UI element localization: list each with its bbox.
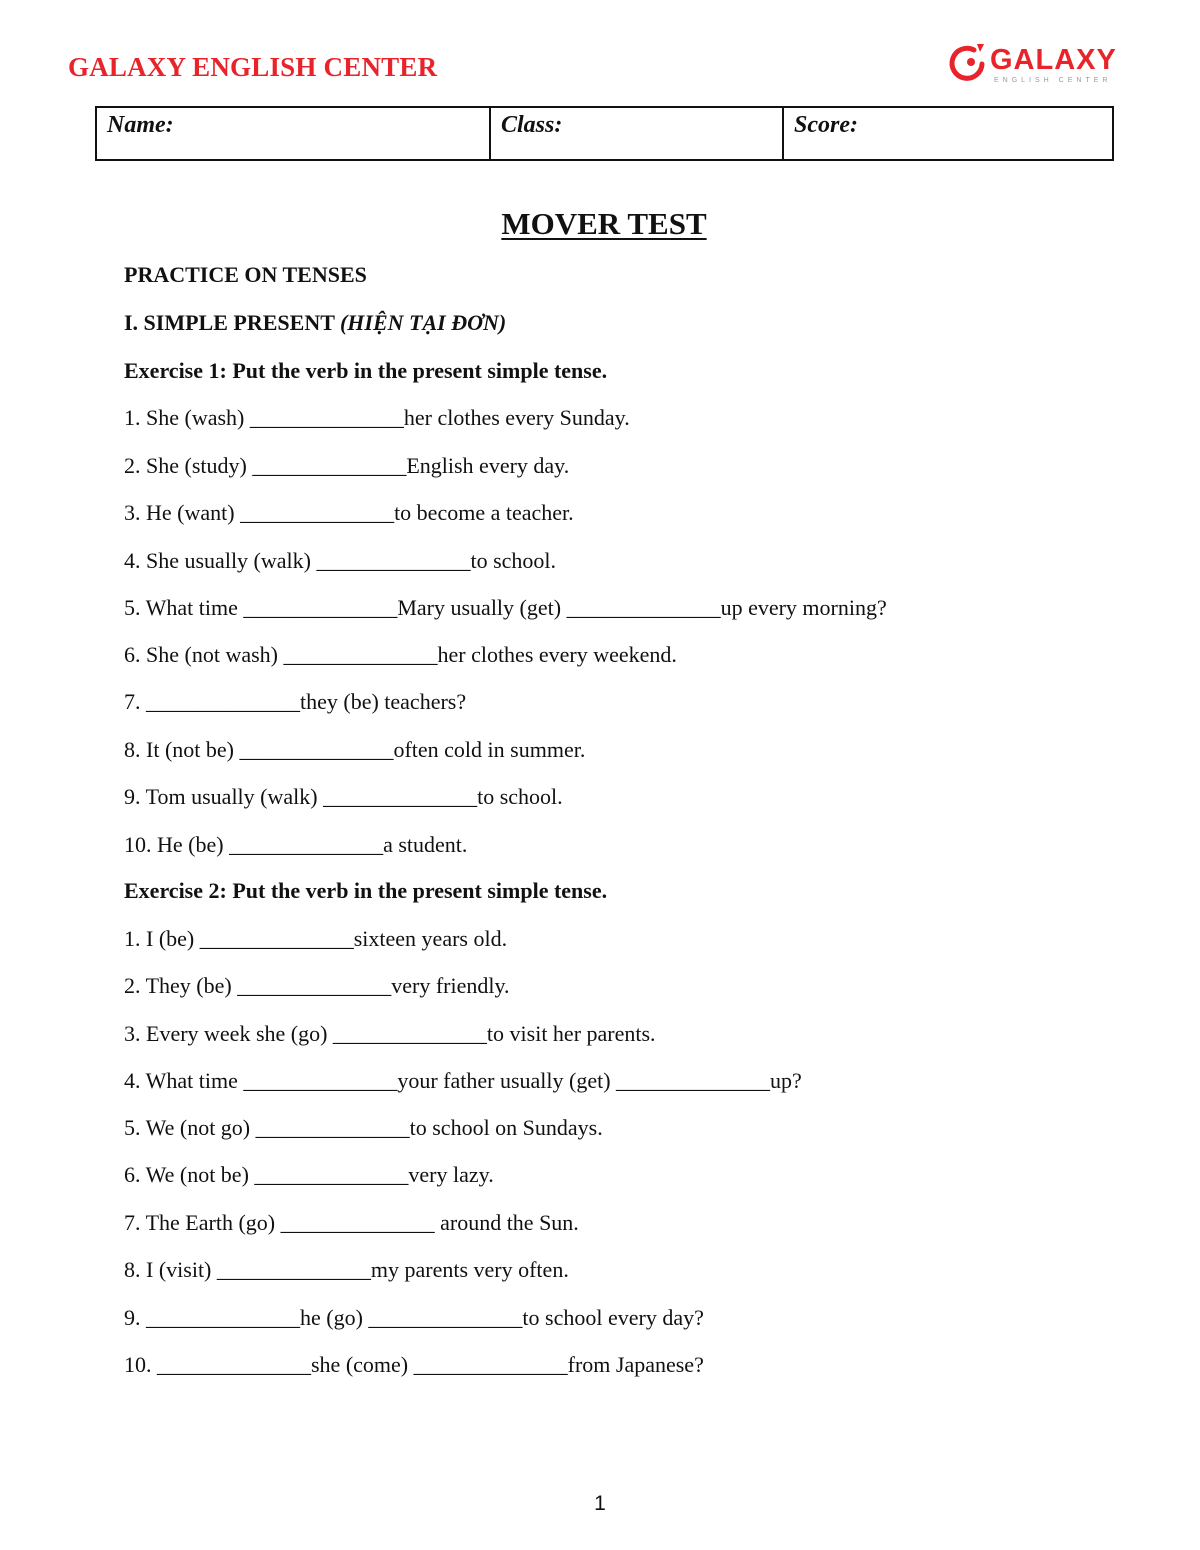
exercise-item[interactable]: 1. I (be) ______________sixteen years old. [124, 926, 508, 951]
exercise-item[interactable]: 5. We (not go) ______________to school on Sundays. [124, 1115, 603, 1140]
student-info-table [95, 106, 1114, 161]
exercise-item[interactable]: 2. They (be) ______________very friendly. [124, 973, 510, 998]
exercise-item[interactable]: 3. Every week she (go) ______________to visit her parents. [124, 1021, 656, 1046]
score-cell[interactable] [782, 108, 1112, 159]
exercise-item[interactable]: 5. What time ______________Mary usually (get) ______________up every morning? [124, 595, 887, 620]
class-label: Class: [501, 112, 563, 138]
part-heading [124, 309, 506, 337]
exercise-item[interactable]: 8. It (not be) ______________often cold in summer. [124, 737, 586, 762]
exercise-item[interactable]: 4. What time ______________your father usually (get) ______________up? [124, 1068, 802, 1093]
galaxy-swirl-icon [944, 40, 990, 86]
exercise-item[interactable]: 2. She (study) ______________English every day. [124, 453, 570, 478]
class-cell[interactable] [489, 108, 782, 159]
name-cell[interactable] [97, 108, 489, 159]
logo-text: GALAXY [990, 44, 1117, 76]
exercise-item[interactable]: 3. He (want) ______________to become a teacher. [124, 500, 574, 525]
part-label: I. SIMPLE PRESENT [124, 310, 340, 335]
center-name: GALAXY ENGLISH CENTER [68, 52, 438, 82]
part-label-vi: (HIỆN TẠI ĐƠN) [339, 310, 507, 335]
exercise-item[interactable]: 8. I (visit) ______________my parents very often. [124, 1257, 569, 1282]
exercise-item[interactable]: 7. The Earth (go) ______________ around the Sun. [124, 1210, 579, 1235]
exercise-item[interactable]: 6. She (not wash) ______________her clothes every weekend. [124, 642, 677, 667]
exercise-item[interactable]: 6. We (not be) ______________very lazy. [124, 1162, 494, 1187]
exercise-item[interactable]: 10. ______________she (come) ______________from Japanese? [124, 1352, 704, 1377]
exercise-item[interactable]: 9. ______________he (go) ______________to school every day? [124, 1305, 704, 1330]
galaxy-logo [944, 40, 1124, 90]
score-label: Score: [794, 112, 858, 138]
exercise1-heading: Exercise 1: Put the verb in the present simple tense. [124, 358, 608, 383]
exercise-item[interactable]: 10. He (be) ______________a student. [124, 832, 468, 857]
page-number: 1 [594, 1492, 606, 1515]
section-heading: PRACTICE ON TENSES [124, 262, 367, 287]
exercise2-heading: Exercise 2: Put the verb in the present simple tense. [124, 878, 608, 903]
logo-subtext: ENGLISH CENTER [994, 77, 1112, 84]
exercise-item[interactable]: 1. She (wash) ______________her clothes every Sunday. [124, 405, 630, 430]
name-label: Name: [107, 112, 174, 138]
exercise-item[interactable]: 4. She usually (walk) ______________to school. [124, 548, 557, 573]
page-title: MOVER TEST [501, 206, 707, 241]
exercise-item[interactable]: 7. ______________they (be) teachers? [124, 689, 467, 714]
exercise-item[interactable]: 9. Tom usually (walk) ______________to school. [124, 784, 563, 809]
